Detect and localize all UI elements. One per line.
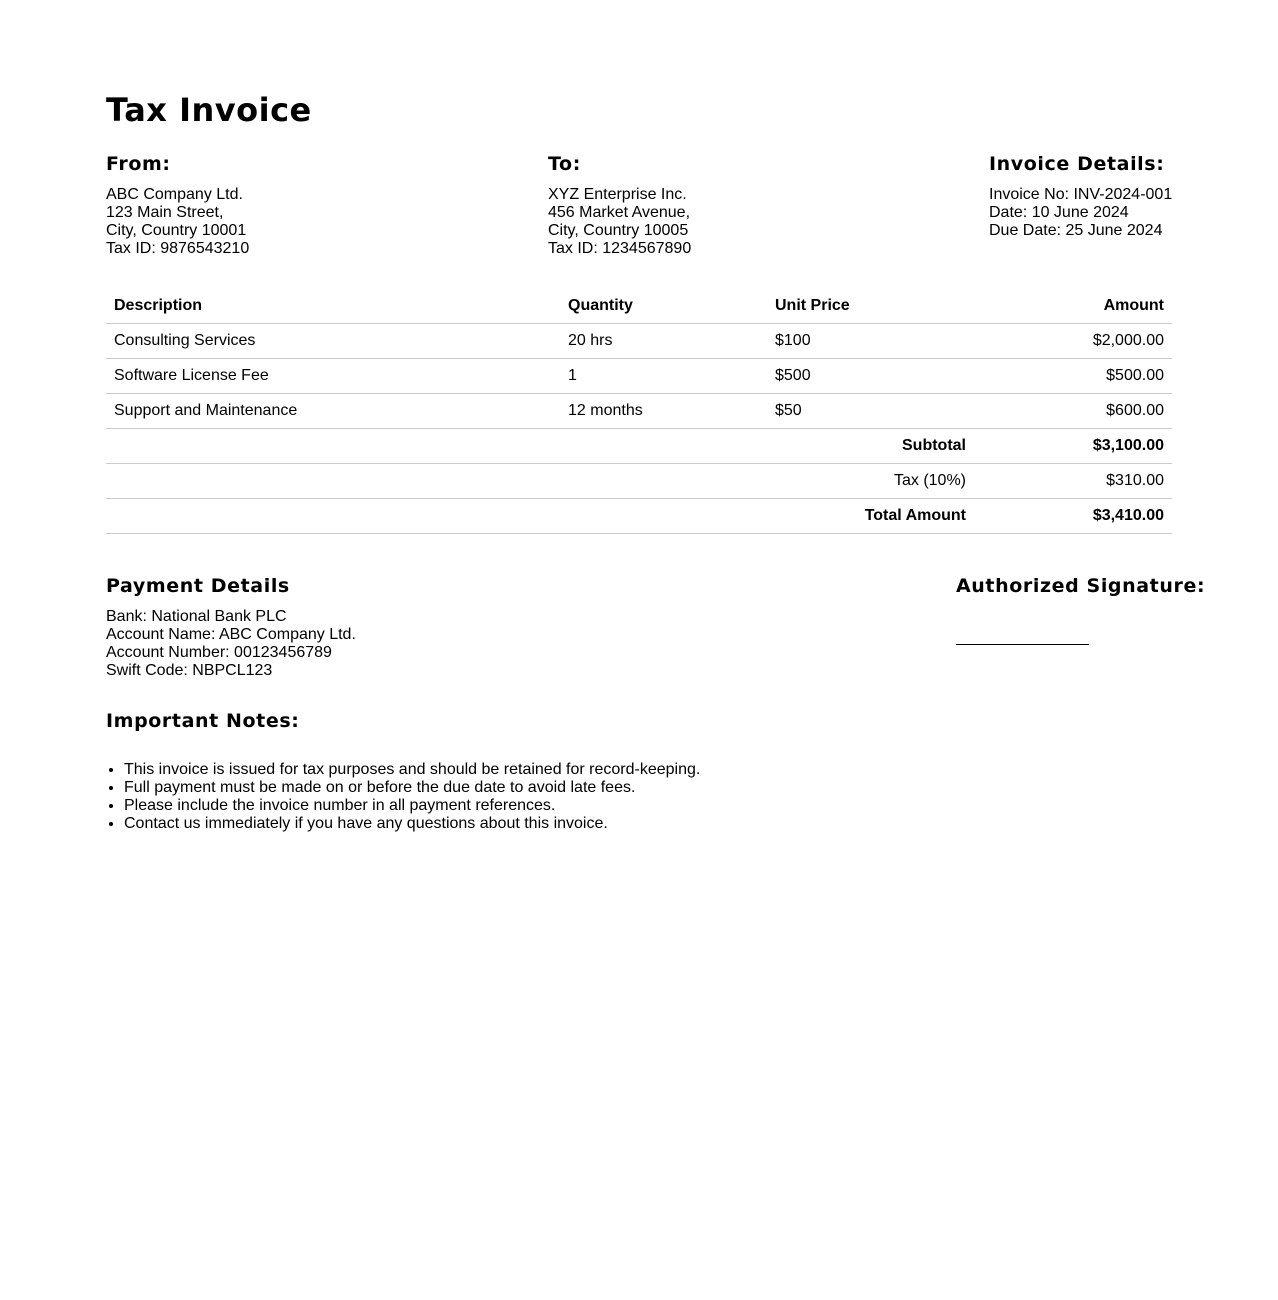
payment-bank: Bank: National Bank PLC — [106, 608, 287, 625]
table-row — [106, 324, 1172, 359]
cell-description: Support and Maintenance — [106, 394, 560, 429]
to-tax-id: Tax ID: 1234567890 — [548, 240, 692, 257]
important-notes-block — [106, 709, 700, 833]
invoice-date: Date: 10 June 2024 — [989, 204, 1129, 221]
from-heading: From: — [106, 153, 171, 175]
line-items-table — [106, 289, 1172, 534]
subtotal-label: Subtotal — [106, 429, 974, 464]
header-unit-price: Unit Price — [767, 289, 974, 324]
cell-quantity: 12 months — [560, 394, 767, 429]
cell-unit-price: $500 — [767, 359, 974, 394]
signature-line — [956, 644, 1089, 645]
from-tax-id: Tax ID: 9876543210 — [106, 240, 250, 257]
to-street: 456 Market Avenue, — [548, 204, 691, 221]
total-row — [106, 499, 1172, 534]
from-company: ABC Company Ltd. — [106, 186, 243, 203]
cell-amount: $500.00 — [974, 359, 1172, 394]
table-row — [106, 394, 1172, 429]
header-quantity: Quantity — [560, 289, 767, 324]
invoice-details-block — [989, 152, 1172, 240]
cell-unit-price: $50 — [767, 394, 974, 429]
signature-block — [956, 574, 1205, 645]
header-amount: Amount — [974, 289, 1172, 324]
subtotal-row — [106, 429, 1172, 464]
invoice-number: Invoice No: INV-2024-001 — [989, 186, 1173, 203]
to-city: City, Country 10005 — [548, 222, 689, 239]
tax-label: Tax (10%) — [106, 464, 974, 499]
to-company: XYZ Enterprise Inc. — [548, 186, 687, 203]
table-row — [106, 359, 1172, 394]
payment-account-number: Account Number: 00123456789 — [106, 644, 332, 661]
total-label: Total Amount — [106, 499, 974, 534]
cell-unit-price: $100 — [767, 324, 974, 359]
invoice-due-date: Due Date: 25 June 2024 — [989, 222, 1163, 239]
list-item: • Contact us immediately if you have any questions about this invoice. — [124, 815, 700, 833]
notes-list — [106, 761, 700, 833]
cell-quantity: 1 — [560, 359, 767, 394]
from-block — [106, 152, 249, 258]
to-heading: To: — [548, 153, 581, 175]
from-street: 123 Main Street, — [106, 204, 224, 221]
page-title: Tax Invoice — [106, 91, 312, 129]
subtotal-value: $3,100.00 — [974, 429, 1172, 464]
list-item: • Full payment must be made on or before the due date to avoid late fees. — [124, 779, 700, 797]
payment-swift-code: Swift Code: NBPCL123 — [106, 662, 273, 679]
cell-quantity: 20 hrs — [560, 324, 767, 359]
header-description: Description — [106, 289, 560, 324]
signature-heading: Authorized Signature: — [956, 575, 1206, 597]
payment-heading: Payment Details — [106, 575, 290, 597]
list-item: • This invoice is issued for tax purposes and should be retained for record-keeping. — [124, 761, 700, 779]
tax-value: $310.00 — [974, 464, 1172, 499]
cell-amount: $2,000.00 — [974, 324, 1172, 359]
cell-amount: $600.00 — [974, 394, 1172, 429]
tax-row — [106, 464, 1172, 499]
payment-account-name: Account Name: ABC Company Ltd. — [106, 626, 356, 643]
from-city: City, Country 10001 — [106, 222, 247, 239]
invoice-details-heading: Invoice Details: — [989, 153, 1165, 175]
to-block — [548, 152, 691, 258]
cell-description: Software License Fee — [106, 359, 560, 394]
table-header-row — [106, 289, 1172, 324]
notes-heading: Important Notes: — [106, 710, 300, 732]
payment-details-block — [106, 574, 356, 680]
total-value: $3,410.00 — [974, 499, 1172, 534]
cell-description: Consulting Services — [106, 324, 560, 359]
list-item: • Please include the invoice number in all payment references. — [124, 797, 700, 815]
